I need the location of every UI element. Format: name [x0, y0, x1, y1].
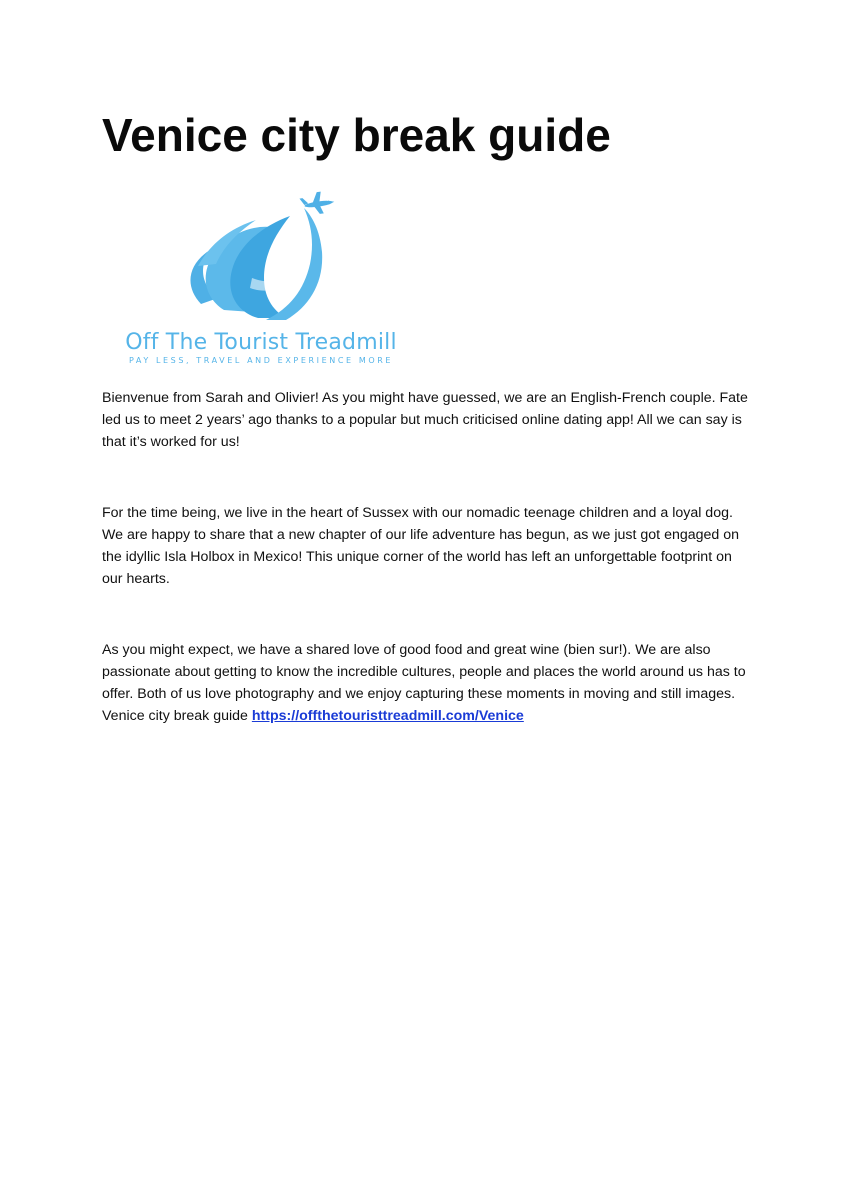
paragraph-interests [102, 639, 752, 727]
page-title: Venice city break guide [102, 109, 611, 161]
venice-guide-link[interactable]: https://offthetouristtreadmill.com/Venice [251, 708, 524, 724]
logo-name: Off The Tourist Treadmill [125, 330, 397, 355]
airplane-swoosh-icon [106, 186, 416, 326]
logo-tagline: PAY LESS, TRAVEL AND EXPERIENCE MORE [128, 356, 394, 365]
brand-logo [106, 186, 416, 372]
paragraph-intro: Bienvenue from Sarah and Olivier! As you might have guessed, we are an English-French couple. Fate led us to meet 2 years’ ago thanks to a popular but much criticised online dating app! All we can say is that it’s worked for us! [102, 390, 748, 450]
paragraph-home: For the time being, we live in the heart of Sussex with our nomadic teenage children and a loyal dog. We are happy to share that a new chapter of our life adventure has begun, as we just got engaged on the idyllic Isla Holbox in Mexico! This unique corner of the world has left an unforgettable footprint on our hearts. [102, 505, 740, 587]
paragraph-interests-text: As you might expect, we have a shared love of good food and great wine (bien sur!). We are also passionate about getting to know the incredible cultures, people and places the world around us has to offer. Both of us love photography and we enjoy capturing these moments in moving and still images. Venice city break guide [102, 642, 746, 724]
